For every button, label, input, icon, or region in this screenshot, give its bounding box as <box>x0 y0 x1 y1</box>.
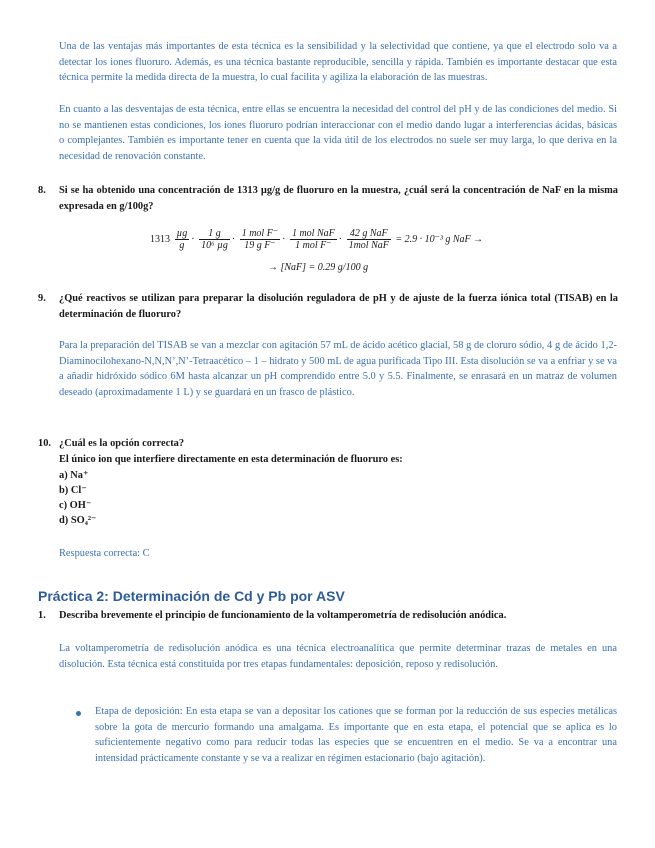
formula-final-concentration: → [NaF] = 0.29 g/100 g <box>268 262 369 273</box>
bullet-icon <box>76 711 81 716</box>
formula-result: = 2.9 · 10⁻³ g NaF → <box>395 234 484 245</box>
conversion-formula: 1313 $\frac{\text{µg}}{g}$ · $\frac{1 g}{\text{10⁶ µg}}$ · $\frac{\text{1 mol F⁻}}{\text{19 g F⁻}}$ · $\frac{\text{1 mol NaF}}{\text{1 mol F⁻}}$ · $\frac{\text{42 g NaF}}{\text{1mol NaF}}$ = 2.9 · 10⁻³ g NaF → → [NaF] = 0.29 g/100 g <box>150 228 484 273</box>
question-text: ¿Qué reactivos se utilizan para preparar la disolución reguladora de pH y de ajuste de la fuerza iónica total (TISAB) en la determinación de fluoruro? <box>59 293 618 320</box>
formula-fraction-4: $\frac{\text{1 mol NaF}}{\text{1 mol F⁻}}$ <box>291 228 335 251</box>
formula-fraction-5: $\frac{\text{42 g NaF}}{\text{1mol NaF}}$ <box>348 228 389 251</box>
bullet-deposition-stage: Etapa de deposición: En esta etapa se van a depositar los cationes que se forman por la reducción de sus especies metálicas sobre la gota de mercurio formando una amalgama. Es importante que en esta etapa, el potencial que se aplica es lo suficientemente negativo como para reducir todas las especies que se encuentren en el medio. Se va a encontrar una intensidad prácticamente constante y se va a realizar en régimen estacionario (bajo agitación). <box>95 706 617 764</box>
option-d: d) SO₄²⁻ <box>59 515 97 526</box>
formula-lead-value: 1313 <box>150 234 170 245</box>
intro-paragraph-disadvantages: En cuanto a las desventajas de esta técnica, entre ellas se encuentra la necesidad del control del pH y de las condiciones del medio. Si no se mantienen estas condiciones, los iones fluoruro podrían interaccionar con el medio dando lugar a interferencias ácidas, básicas o complejantes. También es importante tener en cuenta que la vida útil de los electrodos no suele ser muy larga, lo que deriva en la necesidad de renovación constante. <box>59 104 617 162</box>
question-9-answer: Para la preparación del TISAB se van a mezclar con agitación 57 mL de ácido acético glacial, 58 g de cloruro sódio, 4 g de ácido 1,2-Diaminocilohexano-N,N,N’,N’-Tetraacético – 1 – hidrato y 500 mL de agua purificada Tipo III. Esta disolución se va a enfriar y se va a añadir hidróxido sódico 6M hasta alcanzar un pH comprendido entre 5.0 y 5.5. Finalmente, se enrasará en un matraz de volumen deseado (aproximadamente 1 L) y se guardará en un frasco de plástico. <box>59 340 617 398</box>
formula-fraction-1: $\frac{\text{µg}}{g}$ <box>176 228 188 251</box>
option-a: a) Na⁺ <box>59 470 89 481</box>
intro-paragraph-advantages: Una de las ventajas más importantes de esta técnica es la sensibilidad y la selectividad que contiene, ya que el electrodo solo va a detectar los iones fluoruro. Además, es una técnica bastante reproducible, sencilla y rápida. También es importante destacar que esta técnica permite la medida directa de la muestra, lo cual facilita y agiliza la elaboración de las muestras. <box>59 41 617 84</box>
option-c: c) OH⁻ <box>59 500 92 511</box>
question-number: 1. <box>38 610 46 621</box>
question-text: Si se ha obtenido una concentración de 1313 µg/g de fluoruro en la muestra, ¿cuál será la concentración de NaF en la misma expresada en g/100g? <box>59 185 618 212</box>
question-10-answer: Respuesta correcta: C <box>59 548 150 559</box>
question-text: ¿Cuál es la opción correcta? <box>59 438 185 449</box>
question-number: 9. <box>38 293 46 304</box>
question-number: 10. <box>38 438 51 449</box>
option-b: b) Cl⁻ <box>59 485 87 496</box>
formula-fraction-3: $\frac{\text{1 mol F⁻}}{\text{19 g F⁻}}$ <box>241 228 279 251</box>
question-number: 8. <box>38 185 46 196</box>
section-heading: Práctica 2: Determinación de Cd y Pb por ASV <box>38 588 345 604</box>
question-1-answer: La voltamperometría de redisolución anódica es una técnica electroanalítica que permite determinar trazas de metales en una disolución. Esta técnica está constituida por tres etapas fundamentales: deposición, reposo y redisolución. <box>59 643 617 670</box>
question-text: Describa brevemente el principio de funcionamiento de la voltamperometría de redisolución anódica. <box>59 610 507 621</box>
formula-fraction-2: $\frac{1 g}{\text{10⁶ µg}}$ <box>201 228 228 251</box>
question-10-subtext: El único ion que interfiere directamente en esta determinación de fluoruro es: <box>59 454 403 465</box>
